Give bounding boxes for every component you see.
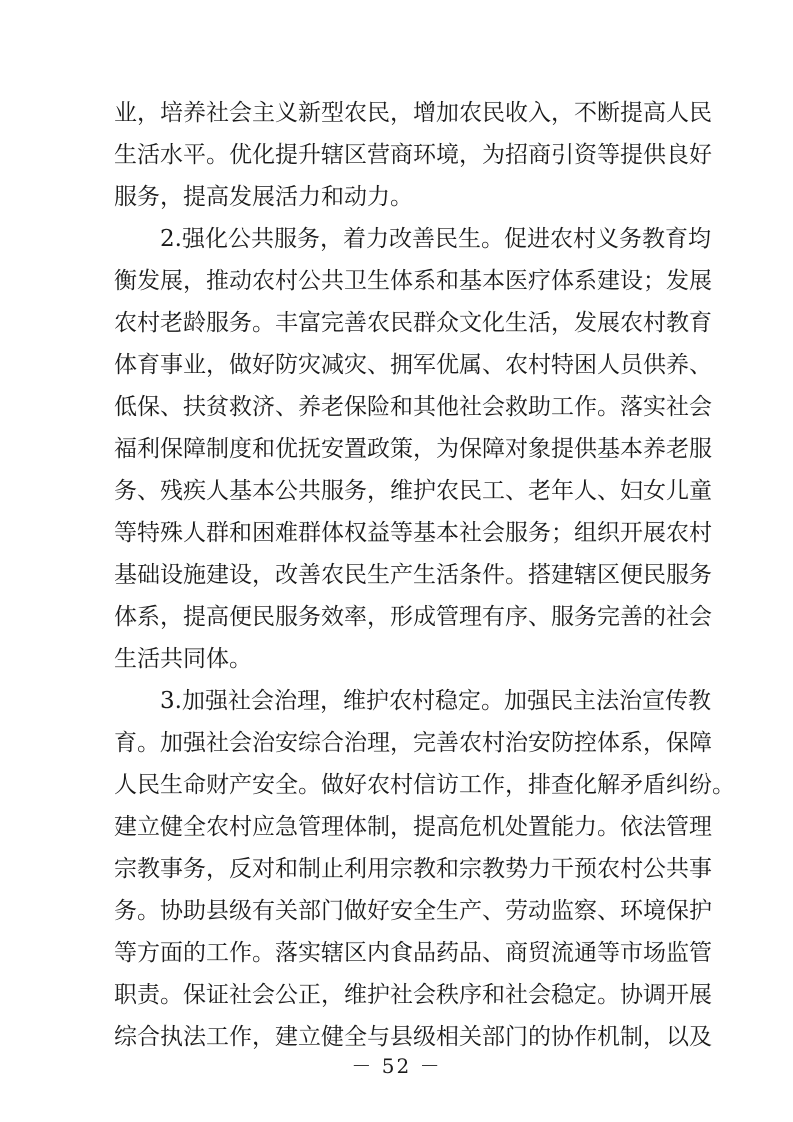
text-line: 建立健全农村应急管理体制，提高危机处置能力。依法管理 bbox=[114, 814, 712, 840]
text-line: 低保、扶贫救济、养老保险和其他社会救助工作。落实社会 bbox=[114, 394, 712, 420]
page-number: － 52 － bbox=[351, 1054, 442, 1078]
text-line: 服务，提高发展活力和动力。 bbox=[114, 184, 413, 210]
text-line: 务。协助县级有关部门做好安全生产、劳动监察、环境保护 bbox=[114, 898, 712, 924]
document-body bbox=[114, 92, 735, 1058]
text-line: 基础设施建设，改善农民生产生活条件。搭建辖区便民服务 bbox=[114, 562, 712, 588]
text-line: 衡发展，推动农村公共卫生体系和基本医疗体系建设；发展 bbox=[114, 268, 712, 294]
text-line: 体育事业，做好防灾减灾、拥军优属、农村特困人员供养、 bbox=[114, 352, 712, 378]
text-line: 等特殊人群和困难群体权益等基本社会服务；组织开展农村 bbox=[114, 520, 712, 546]
paragraph-social-governance bbox=[114, 680, 735, 1058]
text-line: 农村老龄服务。丰富完善农民群众文化生活，发展农村教育 bbox=[114, 310, 712, 336]
text-line: 宗教事务，反对和制止利用宗教和宗教势力干预农村公共事 bbox=[114, 856, 712, 882]
text-line: 等方面的工作。落实辖区内食品药品、商贸流通等市场监管 bbox=[114, 940, 712, 966]
text-line: 育。加强社会治安综合治理，完善农村治安防控体系，保障 bbox=[114, 730, 712, 756]
text-line: 职责。保证社会公正，维护社会秩序和社会稳定。协调开展 bbox=[114, 982, 712, 1008]
text-line: 业，培养社会主义新型农民，增加农民收入，不断提高人民 bbox=[114, 100, 712, 126]
text-line: 综合执法工作，建立健全与县级相关部门的协作机制，以及 bbox=[114, 1024, 712, 1050]
text-line: 生活水平。优化提升辖区营商环境，为招商引资等提供良好 bbox=[114, 142, 712, 168]
text-line: 3.加强社会治理，维护农村稳定。加强民主法治宣传教 bbox=[160, 688, 711, 714]
text-line: 务、残疾人基本公共服务，维护农民工、老年人、妇女儿童 bbox=[114, 478, 712, 504]
text-line: 2.强化公共服务，着力改善民生。促进农村义务教育均 bbox=[160, 226, 711, 252]
paragraph-continuation bbox=[114, 92, 712, 218]
text-line: 体系，提高便民服务效率，形成管理有序、服务完善的社会 bbox=[114, 604, 712, 630]
text-line: 人民生命财产安全。做好农村信访工作，排查化解矛盾纠纷。 bbox=[114, 772, 735, 798]
text-line: 生活共同体。 bbox=[114, 646, 252, 672]
text-line: 福利保障制度和优抚安置政策，为保障对象提供基本养老服 bbox=[114, 436, 712, 462]
paragraph-public-services bbox=[114, 218, 712, 680]
